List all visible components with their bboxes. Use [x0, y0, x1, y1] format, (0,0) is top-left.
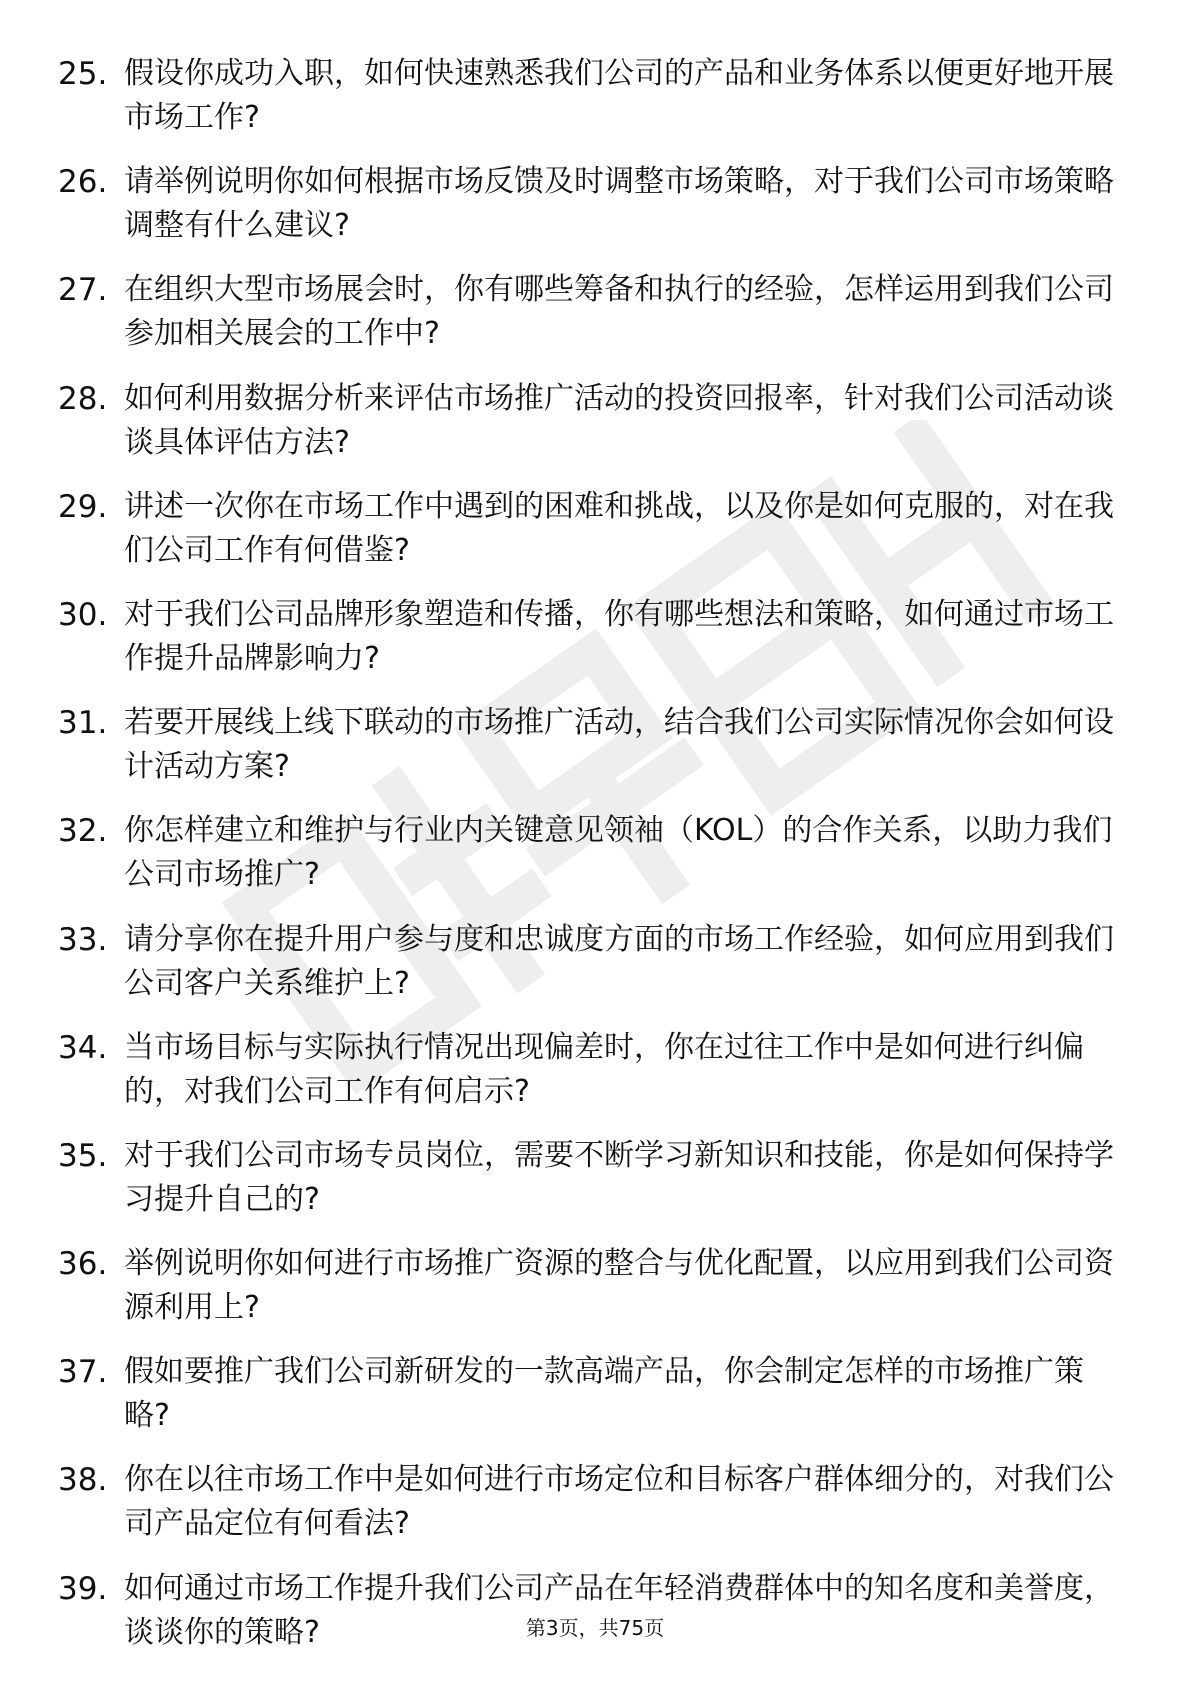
question-text: 如何利用数据分析来评估市场推广活动的投资回报率，针对我们公司活动谈谈具体评估方法? — [124, 380, 1114, 460]
question-number: 37. — [58, 1354, 108, 1391]
question-item — [58, 1134, 1118, 1222]
question-number: 34. — [58, 1029, 108, 1066]
question-item — [58, 1026, 1118, 1114]
question-list — [58, 52, 1118, 1675]
question-item — [58, 1458, 1118, 1546]
question-number: 30. — [58, 596, 108, 633]
question-item — [58, 701, 1118, 789]
question-item — [58, 377, 1118, 465]
question-item — [58, 1350, 1118, 1438]
question-text: 讲述一次你在市场工作中遇到的困难和挑战，以及你是如何克服的，对在我们公司工作有何借鉴? — [124, 488, 1114, 568]
question-item — [58, 52, 1118, 140]
question-text: 你怎样建立和维护与行业内关键意见领袖（KOL）的合作关系，以助力我们公司市场推广? — [124, 813, 1113, 893]
question-text: 当市场目标与实际执行情况出现偏差时，你在过往工作中是如何进行纠偏的，对我们公司工作有何启示? — [124, 1029, 1084, 1109]
question-item — [58, 268, 1118, 356]
question-text: 请举例说明你如何根据市场反馈及时调整市场策略，对于我们公司市场策略调整有什么建议? — [124, 164, 1114, 244]
question-text: 假如要推广我们公司新研发的一款高端产品，你会制定怎样的市场推广策略? — [124, 1354, 1084, 1434]
question-item — [58, 1242, 1118, 1330]
question-number: 25. — [58, 56, 108, 92]
question-number: 33. — [58, 921, 108, 958]
page-number-footer: 第3页，共75页 — [525, 1616, 665, 1640]
question-text: 对于我们公司市场专员岗位，需要不断学习新知识和技能，你是如何保持学习提升自己的? — [124, 1137, 1114, 1217]
question-item — [58, 918, 1118, 1006]
question-text: 若要开展线上线下联动的市场推广活动，结合我们公司实际情况你会如何设计活动方案? — [124, 705, 1114, 785]
question-text: 举例说明你如何进行市场推广资源的整合与优化配置，以应用到我们公司资源利用上? — [124, 1246, 1114, 1326]
question-number: 32. — [58, 813, 108, 850]
question-text: 对于我们公司品牌形象塑造和传播，你有哪些想法和策略，如何通过市场工作提升品牌影响力? — [124, 596, 1114, 676]
question-number: 27. — [58, 272, 108, 309]
question-number: 38. — [58, 1462, 108, 1499]
question-text: 如何通过市场工作提升我们公司产品在年轻消费群体中的知名度和美誉度，谈谈你的策略? — [124, 1570, 1114, 1650]
question-text: 你在以往市场工作中是如何进行市场定位和目标客户群体细分的，对我们公司产品定位有何看法? — [124, 1462, 1114, 1542]
question-number: 28. — [58, 380, 108, 417]
question-number: 26. — [58, 164, 108, 201]
question-number: 39. — [58, 1570, 108, 1607]
question-item — [58, 593, 1118, 681]
question-text: 在组织大型市场展会时，你有哪些筹备和执行的经验，怎样运用到我们公司参加相关展会的工作中? — [124, 272, 1114, 352]
question-number: 29. — [58, 488, 108, 525]
question-text: 请分享你在提升用户参与度和忠诚度方面的市场工作经验，如何应用到我们公司客户关系维护上? — [124, 921, 1114, 1001]
question-item — [58, 485, 1118, 573]
question-text: 假设你成功入职，如何快速熟悉我们公司的产品和业务体系以便更好地开展市场工作? — [124, 56, 1114, 135]
question-item — [58, 809, 1118, 897]
question-number: 36. — [58, 1246, 108, 1283]
question-number: 35. — [58, 1137, 108, 1174]
question-item — [58, 160, 1118, 248]
question-number: 31. — [58, 705, 108, 742]
